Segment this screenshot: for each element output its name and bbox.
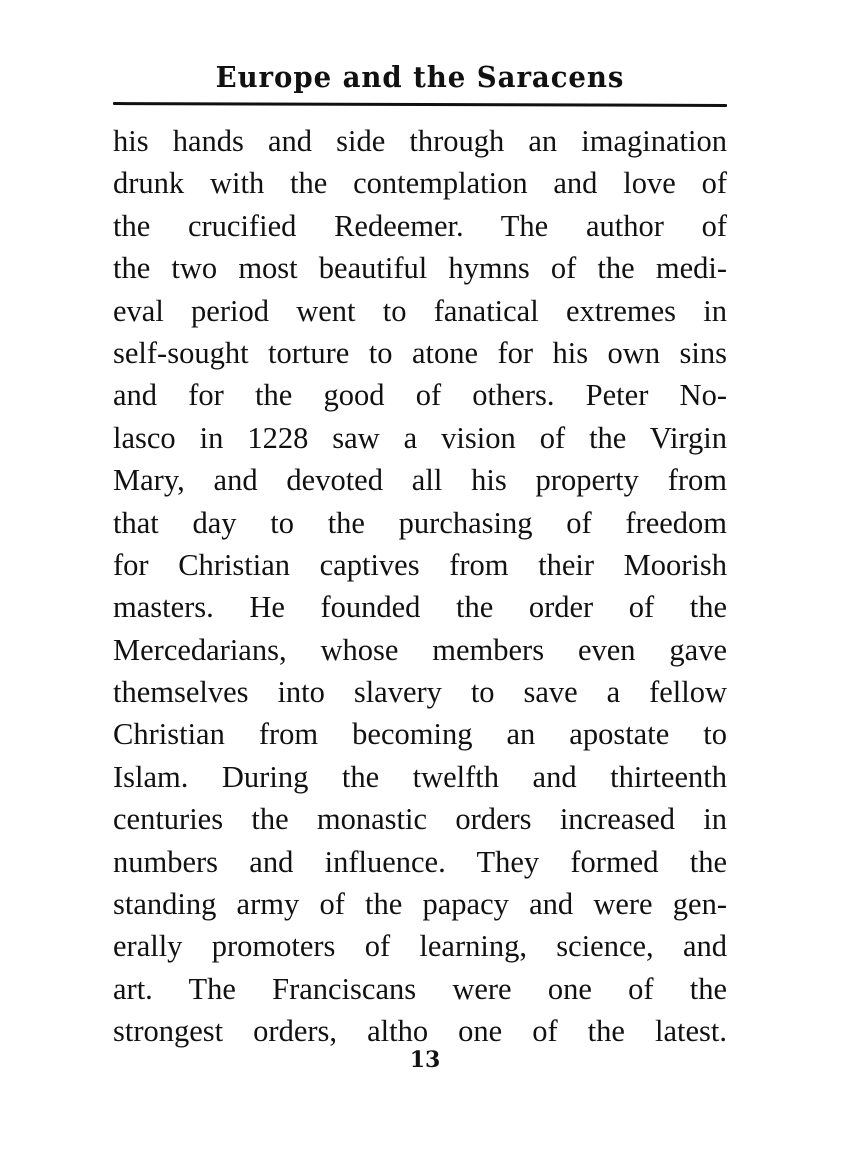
text-line: his hands and side through an imagination bbox=[113, 124, 727, 158]
text-line: for Christian captives from their Moorish bbox=[113, 547, 727, 582]
text-line: the two most beautiful hymns of the medi- bbox=[113, 251, 727, 286]
text-line: Mercedarians, whose members even gave bbox=[113, 632, 727, 667]
header-rule bbox=[113, 102, 727, 107]
text-line: numbers and influence. They formed the bbox=[113, 844, 727, 879]
text-line: self-sought torture to atone for his own sins bbox=[113, 335, 727, 370]
text-line: and for the good of others. Peter No- bbox=[113, 378, 727, 413]
text-line: masters. He founded the order of the bbox=[113, 590, 727, 625]
text-line: that day to the purchasing of freedom bbox=[113, 505, 727, 540]
text-line: eval period went to fanatical extremes in bbox=[113, 293, 727, 328]
text-line: centuries the monastic orders increased in bbox=[113, 802, 727, 837]
text-line: Christian from becoming an apostate to bbox=[113, 717, 727, 752]
text-line: art. The Franciscans were one of the bbox=[113, 971, 727, 1006]
text-line: lasco in 1228 saw a vision of the Virgin bbox=[113, 420, 727, 455]
text-line: themselves into slavery to save a fellow bbox=[113, 675, 727, 710]
text-line: erally promoters of learning, science, and bbox=[113, 929, 727, 964]
text-line: Mary, and devoted all his property from bbox=[113, 463, 727, 498]
body-text bbox=[113, 120, 727, 1053]
text-line: the crucified Redeemer. The author of bbox=[113, 208, 727, 243]
running-head-title: Europe and the Saracens bbox=[215, 60, 625, 94]
text-line: standing army of the papacy and were gen- bbox=[113, 887, 727, 922]
text-line: drunk with the contemplation and love of bbox=[113, 166, 727, 201]
text-line: Islam. During the twelfth and thirteenth bbox=[113, 759, 727, 794]
page-number: 13 bbox=[409, 1047, 441, 1073]
text-line: strongest orders, altho one of the latest. bbox=[113, 1014, 727, 1049]
